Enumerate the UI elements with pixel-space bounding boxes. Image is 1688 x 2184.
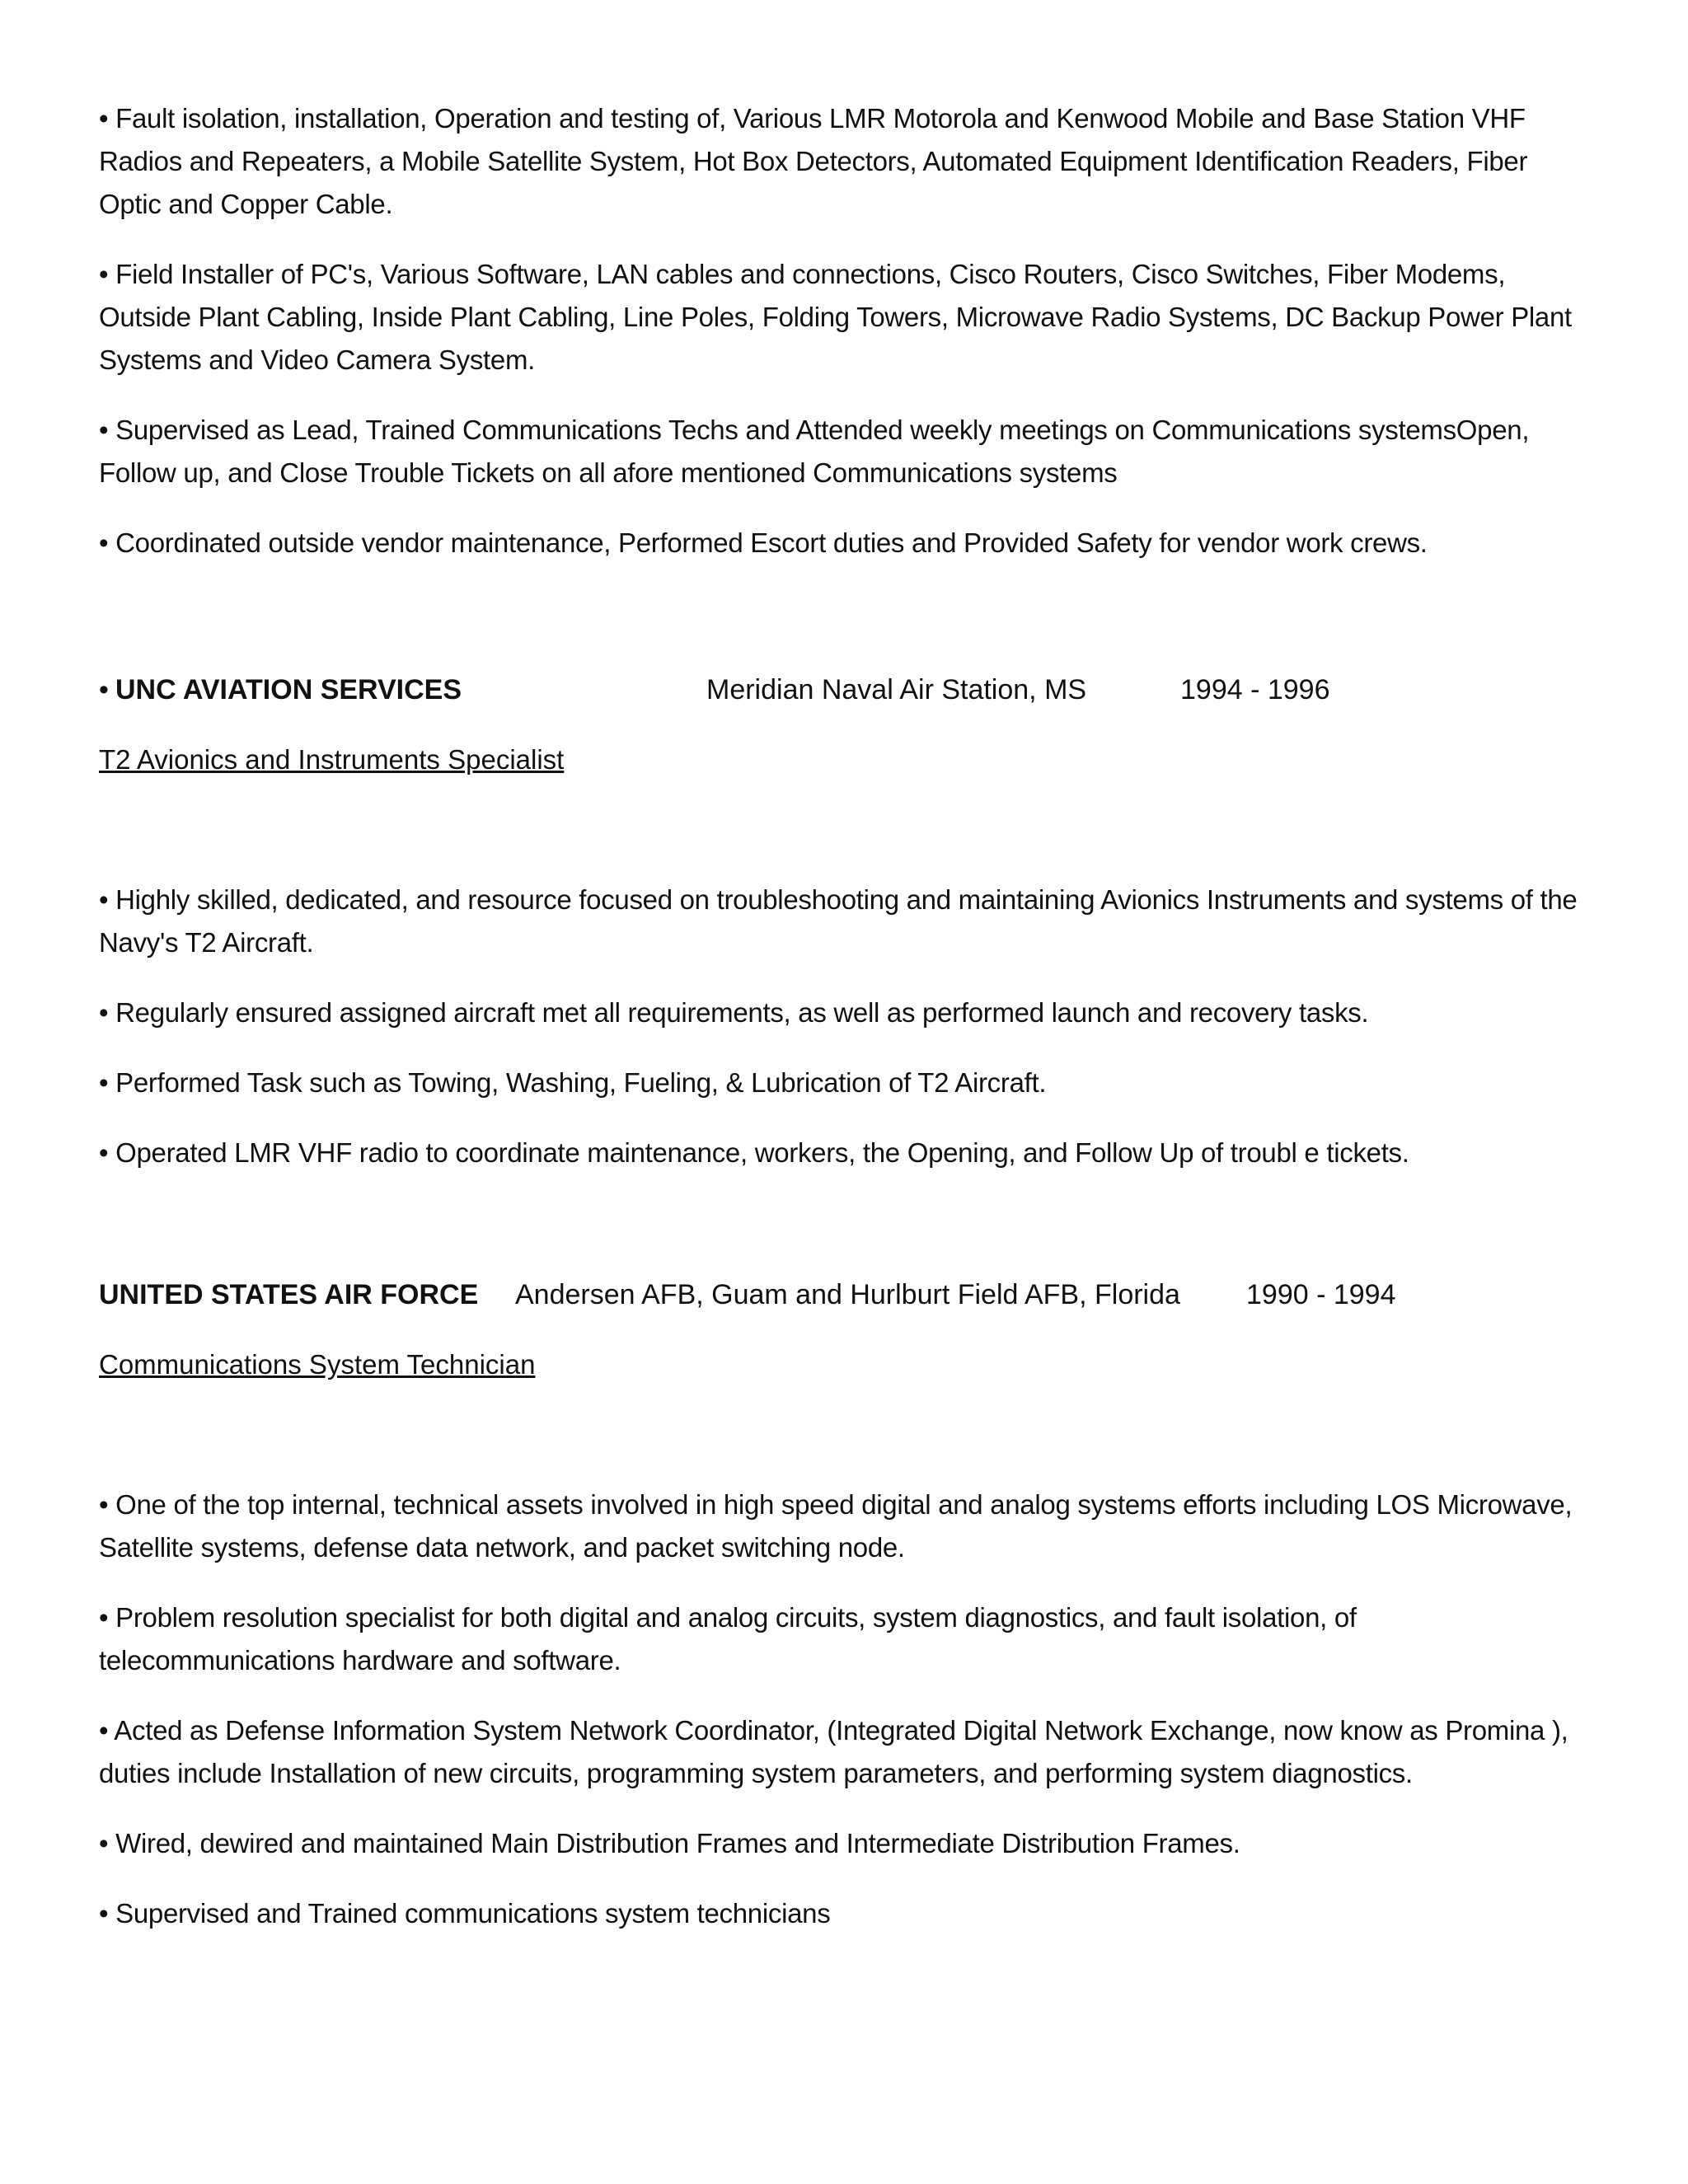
bullet-supervised-trained: • Supervised and Trained communications system technicians (99, 1898, 831, 1929)
job-header (99, 668, 1591, 711)
bullet-operated-lmr: • Operated LMR VHF radio to coordinate maintenance, workers, the Opening, and Follow Up of troubl e tickets. (99, 1137, 1409, 1168)
bullet-fault-isolation: • Fault isolation, installation, Operation and testing of, Various LMR Motorola and Kenwood Mobile and Base Station VHF Radios and Repeaters, a Mobile Satellite System, Hot Box Detectors, Automated Equipment Identification Readers, Fiber Optic and Copper Cable. (99, 103, 1528, 219)
job-dates: 1990 - 1994 (1246, 1279, 1396, 1310)
bullet-field-installer: • Field Installer of PC's, Various Software, LAN cables and connections, Cisco Routers, Cisco Switches, Fiber Modems, Outside Plant Cabling, Inside Plant Cabling, Line Poles, Folding Towers, Microwave Radio Systems, DC Backup Power Plant Systems and Video Camera System. (99, 259, 1572, 375)
bullet-problem-resolution: • Problem resolution specialist for both digital and analog circuits, system diagnostics, and fault isolation, of telecommunications hardware and software. (99, 1602, 1357, 1675)
job-header (99, 1273, 1591, 1316)
bullet-highly-skilled: • Highly skilled, dedicated, and resource focused on troubleshooting and maintaining Avionics Instruments and systems of the Navy's T2 Aircraft. (99, 884, 1578, 958)
bullet-top-internal-asset: • One of the top internal, technical assets involved in high speed digital and analog systems efforts including LOS Microwave, Satellite systems, defense data network, and packet switching node. (99, 1489, 1573, 1563)
company-name: UNC AVIATION SERVICES (115, 674, 462, 705)
bullet-supervised-lead: • Supervised as Lead, Trained Communications Techs and Attended weekly meetings on Communications systemsOpen, Follow up, and Close Trouble Tickets on all afore mentioned Communications systems (99, 415, 1530, 488)
job-role: Communications System Technician (99, 1349, 536, 1380)
job-bullet: • (99, 674, 109, 705)
resume-page (99, 97, 1591, 1935)
job-dates: 1994 - 1996 (1180, 674, 1330, 705)
job-role: T2 Avionics and Instruments Specialist (99, 744, 565, 775)
company-name: UNITED STATES AIR FORCE (99, 1279, 479, 1310)
bullet-distribution-frames: • Wired, dewired and maintained Main Distribution Frames and Intermediate Distribution Frames. (99, 1828, 1240, 1858)
job-usaf (99, 1273, 1591, 1935)
job-unc-aviation (99, 668, 1591, 1174)
section-1-bullets (99, 97, 1591, 565)
bullet-performed-task: • Performed Task such as Towing, Washing, Fueling, & Lubrication of T2 Aircraft. (99, 1067, 1047, 1098)
job-location: Meridian Naval Air Station, MS (706, 674, 1087, 705)
job-location: Andersen AFB, Guam and Hurlburt Field AFB, Florida (515, 1279, 1180, 1310)
bullet-coordinated-vendor: • Coordinated outside vendor maintenance, Performed Escort duties and Provided Safety for vendor work crews. (99, 527, 1428, 558)
bullet-regularly-ensured: • Regularly ensured assigned aircraft met all requirements, as well as performed launch and recovery tasks. (99, 997, 1369, 1028)
bullet-network-coordinator: • Acted as Defense Information System Network Coordinator, (Integrated Digital Network Exchange, now know as Promina ), duties include Installation of new circuits, programming system parameters, and performing system diagnostics. (99, 1715, 1568, 1788)
